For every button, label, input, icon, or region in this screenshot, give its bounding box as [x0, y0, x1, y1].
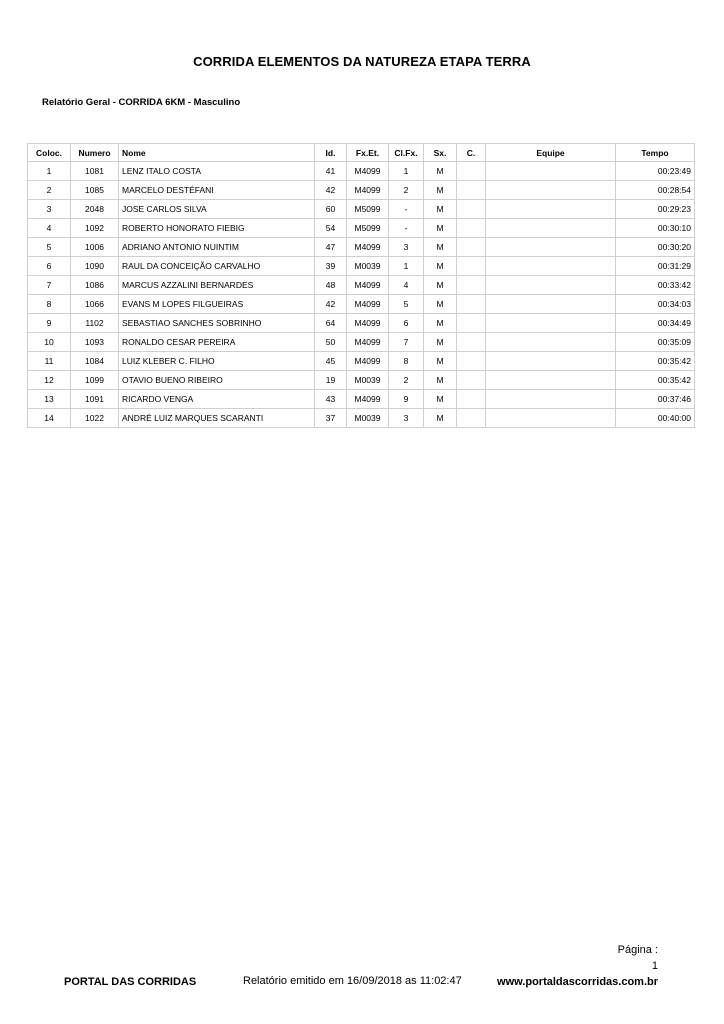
- cell-coloc: 13: [28, 390, 71, 409]
- cell-idade: 64: [315, 314, 347, 333]
- cell-idade: 42: [315, 181, 347, 200]
- cell-idade: 43: [315, 390, 347, 409]
- header-nome: Nome: [119, 144, 315, 162]
- cell-faixa-etaria: M5099: [347, 219, 389, 238]
- cell-tempo: 00:33:42: [616, 276, 695, 295]
- table-row: [28, 295, 695, 314]
- cell-classificacao-faixa: 2: [389, 181, 424, 200]
- cell-numero: 2048: [71, 200, 119, 219]
- cell-classificacao-faixa: 3: [389, 238, 424, 257]
- cell-c: [457, 219, 486, 238]
- cell-coloc: 14: [28, 409, 71, 428]
- cell-nome: ANDRÉ LUIZ MARQUES SCARANTI: [119, 409, 315, 428]
- cell-faixa-etaria: M4099: [347, 238, 389, 257]
- cell-classificacao-faixa: -: [389, 219, 424, 238]
- cell-sexo: M: [424, 162, 457, 181]
- header-c: C.: [457, 144, 486, 162]
- table-row: [28, 200, 695, 219]
- cell-idade: 42: [315, 295, 347, 314]
- cell-nome: LUIZ KLEBER C. FILHO: [119, 352, 315, 371]
- cell-nome: RONALDO CESAR PEREIRA: [119, 333, 315, 352]
- cell-c: [457, 390, 486, 409]
- header-numero: Numero: [71, 144, 119, 162]
- cell-classificacao-faixa: 5: [389, 295, 424, 314]
- cell-coloc: 7: [28, 276, 71, 295]
- cell-idade: 50: [315, 333, 347, 352]
- cell-equipe: [486, 390, 616, 409]
- cell-numero: 1091: [71, 390, 119, 409]
- cell-idade: 45: [315, 352, 347, 371]
- cell-sexo: M: [424, 371, 457, 390]
- cell-numero: 1092: [71, 219, 119, 238]
- website-url: www.portaldascorridas.com.br: [497, 976, 658, 988]
- cell-c: [457, 409, 486, 428]
- cell-nome: RAUL DA CONCEIÇÃO CARVALHO: [119, 257, 315, 276]
- header-fx-et: Fx.Et.: [347, 144, 389, 162]
- table-header-row: [28, 144, 695, 162]
- cell-numero: 1085: [71, 181, 119, 200]
- cell-tempo: 00:37:46: [616, 390, 695, 409]
- cell-equipe: [486, 238, 616, 257]
- cell-sexo: M: [424, 295, 457, 314]
- cell-sexo: M: [424, 352, 457, 371]
- cell-tempo: 00:34:03: [616, 295, 695, 314]
- cell-numero: 1093: [71, 333, 119, 352]
- table-row: [28, 219, 695, 238]
- cell-sexo: M: [424, 390, 457, 409]
- cell-nome: EVANS M LOPES FILGUEIRAS: [119, 295, 315, 314]
- cell-classificacao-faixa: 8: [389, 352, 424, 371]
- cell-numero: 1090: [71, 257, 119, 276]
- cell-c: [457, 181, 486, 200]
- cell-tempo: 00:40:00: [616, 409, 695, 428]
- cell-coloc: 11: [28, 352, 71, 371]
- cell-classificacao-faixa: 2: [389, 371, 424, 390]
- cell-idade: 60: [315, 200, 347, 219]
- cell-tempo: 00:35:09: [616, 333, 695, 352]
- header-equipe: Equipe: [486, 144, 616, 162]
- cell-idade: 39: [315, 257, 347, 276]
- table-row: [28, 162, 695, 181]
- cell-equipe: [486, 314, 616, 333]
- cell-sexo: M: [424, 409, 457, 428]
- report-subtitle: Relatório Geral - CORRIDA 6KM - Masculino: [42, 97, 241, 108]
- cell-sexo: M: [424, 200, 457, 219]
- cell-tempo: 00:29:23: [616, 200, 695, 219]
- cell-tempo: 00:35:42: [616, 371, 695, 390]
- cell-faixa-etaria: M4099: [347, 295, 389, 314]
- cell-nome: ROBERTO HONORATO FIEBIG: [119, 219, 315, 238]
- cell-nome: JOSE CARLOS SILVA: [119, 200, 315, 219]
- cell-classificacao-faixa: 4: [389, 276, 424, 295]
- cell-numero: 1099: [71, 371, 119, 390]
- cell-numero: 1022: [71, 409, 119, 428]
- table-row: [28, 181, 695, 200]
- cell-equipe: [486, 409, 616, 428]
- cell-c: [457, 162, 486, 181]
- cell-faixa-etaria: M4099: [347, 162, 389, 181]
- cell-c: [457, 276, 486, 295]
- cell-c: [457, 352, 486, 371]
- cell-equipe: [486, 295, 616, 314]
- cell-c: [457, 257, 486, 276]
- cell-coloc: 1: [28, 162, 71, 181]
- cell-coloc: 8: [28, 295, 71, 314]
- cell-tempo: 00:31:29: [616, 257, 695, 276]
- table-row: [28, 257, 695, 276]
- cell-sexo: M: [424, 314, 457, 333]
- cell-idade: 41: [315, 162, 347, 181]
- cell-c: [457, 333, 486, 352]
- table-row: [28, 409, 695, 428]
- cell-classificacao-faixa: 3: [389, 409, 424, 428]
- cell-classificacao-faixa: 1: [389, 257, 424, 276]
- cell-numero: 1081: [71, 162, 119, 181]
- cell-nome: MARCELO DESTÉFANI: [119, 181, 315, 200]
- results-table: [27, 143, 695, 428]
- cell-coloc: 9: [28, 314, 71, 333]
- cell-coloc: 10: [28, 333, 71, 352]
- cell-nome: MARCUS AZZALINI BERNARDES: [119, 276, 315, 295]
- table-row: [28, 333, 695, 352]
- cell-sexo: M: [424, 181, 457, 200]
- cell-idade: 54: [315, 219, 347, 238]
- cell-idade: 47: [315, 238, 347, 257]
- cell-c: [457, 371, 486, 390]
- cell-faixa-etaria: M0039: [347, 371, 389, 390]
- table-row: [28, 352, 695, 371]
- cell-sexo: M: [424, 333, 457, 352]
- cell-faixa-etaria: M4099: [347, 390, 389, 409]
- cell-coloc: 3: [28, 200, 71, 219]
- cell-equipe: [486, 181, 616, 200]
- cell-coloc: 12: [28, 371, 71, 390]
- cell-faixa-etaria: M5099: [347, 200, 389, 219]
- cell-nome: ADRIANO ANTONIO NUINTIM: [119, 238, 315, 257]
- cell-equipe: [486, 352, 616, 371]
- cell-faixa-etaria: M0039: [347, 409, 389, 428]
- cell-equipe: [486, 162, 616, 181]
- page-number: 1: [651, 960, 658, 972]
- cell-equipe: [486, 219, 616, 238]
- header-coloc: Coloc.: [28, 144, 71, 162]
- page-label: Página :: [617, 944, 658, 956]
- cell-numero: 1086: [71, 276, 119, 295]
- header-id: Id.: [315, 144, 347, 162]
- cell-nome: RICARDO VENGA: [119, 390, 315, 409]
- cell-coloc: 2: [28, 181, 71, 200]
- cell-numero: 1066: [71, 295, 119, 314]
- cell-tempo: 00:34:49: [616, 314, 695, 333]
- cell-classificacao-faixa: 1: [389, 162, 424, 181]
- cell-sexo: M: [424, 238, 457, 257]
- cell-sexo: M: [424, 276, 457, 295]
- table-row: [28, 371, 695, 390]
- cell-coloc: 5: [28, 238, 71, 257]
- report-title: CORRIDA ELEMENTOS DA NATUREZA ETAPA TERRA: [193, 54, 531, 69]
- cell-equipe: [486, 257, 616, 276]
- cell-tempo: 00:35:42: [616, 352, 695, 371]
- portal-name: PORTAL DAS CORRIDAS: [64, 976, 197, 988]
- cell-idade: 48: [315, 276, 347, 295]
- cell-nome: OTAVIO BUENO RIBEIRO: [119, 371, 315, 390]
- cell-numero: 1084: [71, 352, 119, 371]
- cell-c: [457, 238, 486, 257]
- cell-coloc: 6: [28, 257, 71, 276]
- cell-classificacao-faixa: -: [389, 200, 424, 219]
- table-row: [28, 390, 695, 409]
- cell-tempo: 00:30:10: [616, 219, 695, 238]
- cell-sexo: M: [424, 219, 457, 238]
- cell-numero: 1102: [71, 314, 119, 333]
- header-cl-fx: Cl.Fx.: [389, 144, 424, 162]
- cell-c: [457, 295, 486, 314]
- cell-c: [457, 314, 486, 333]
- cell-faixa-etaria: M4099: [347, 181, 389, 200]
- emitted-timestamp: Relatório emitido em 16/09/2018 as 11:02:47: [243, 975, 462, 987]
- cell-faixa-etaria: M4099: [347, 276, 389, 295]
- cell-idade: 37: [315, 409, 347, 428]
- cell-classificacao-faixa: 9: [389, 390, 424, 409]
- cell-equipe: [486, 371, 616, 390]
- table-row: [28, 238, 695, 257]
- cell-coloc: 4: [28, 219, 71, 238]
- cell-classificacao-faixa: 7: [389, 333, 424, 352]
- table-row: [28, 276, 695, 295]
- table-row: [28, 314, 695, 333]
- cell-numero: 1006: [71, 238, 119, 257]
- cell-equipe: [486, 333, 616, 352]
- cell-nome: LENZ ITALO COSTA: [119, 162, 315, 181]
- cell-faixa-etaria: M4099: [347, 352, 389, 371]
- cell-faixa-etaria: M4099: [347, 333, 389, 352]
- header-sx: Sx.: [424, 144, 457, 162]
- cell-classificacao-faixa: 6: [389, 314, 424, 333]
- cell-faixa-etaria: M0039: [347, 257, 389, 276]
- cell-equipe: [486, 200, 616, 219]
- cell-idade: 19: [315, 371, 347, 390]
- cell-sexo: M: [424, 257, 457, 276]
- cell-c: [457, 200, 486, 219]
- cell-tempo: 00:28:54: [616, 181, 695, 200]
- cell-faixa-etaria: M4099: [347, 314, 389, 333]
- cell-nome: SEBASTIAO SANCHES SOBRINHO: [119, 314, 315, 333]
- cell-equipe: [486, 276, 616, 295]
- results-body: [28, 162, 695, 428]
- cell-tempo: 00:30:20: [616, 238, 695, 257]
- cell-tempo: 00:23:49: [616, 162, 695, 181]
- header-tempo: Tempo: [616, 144, 695, 162]
